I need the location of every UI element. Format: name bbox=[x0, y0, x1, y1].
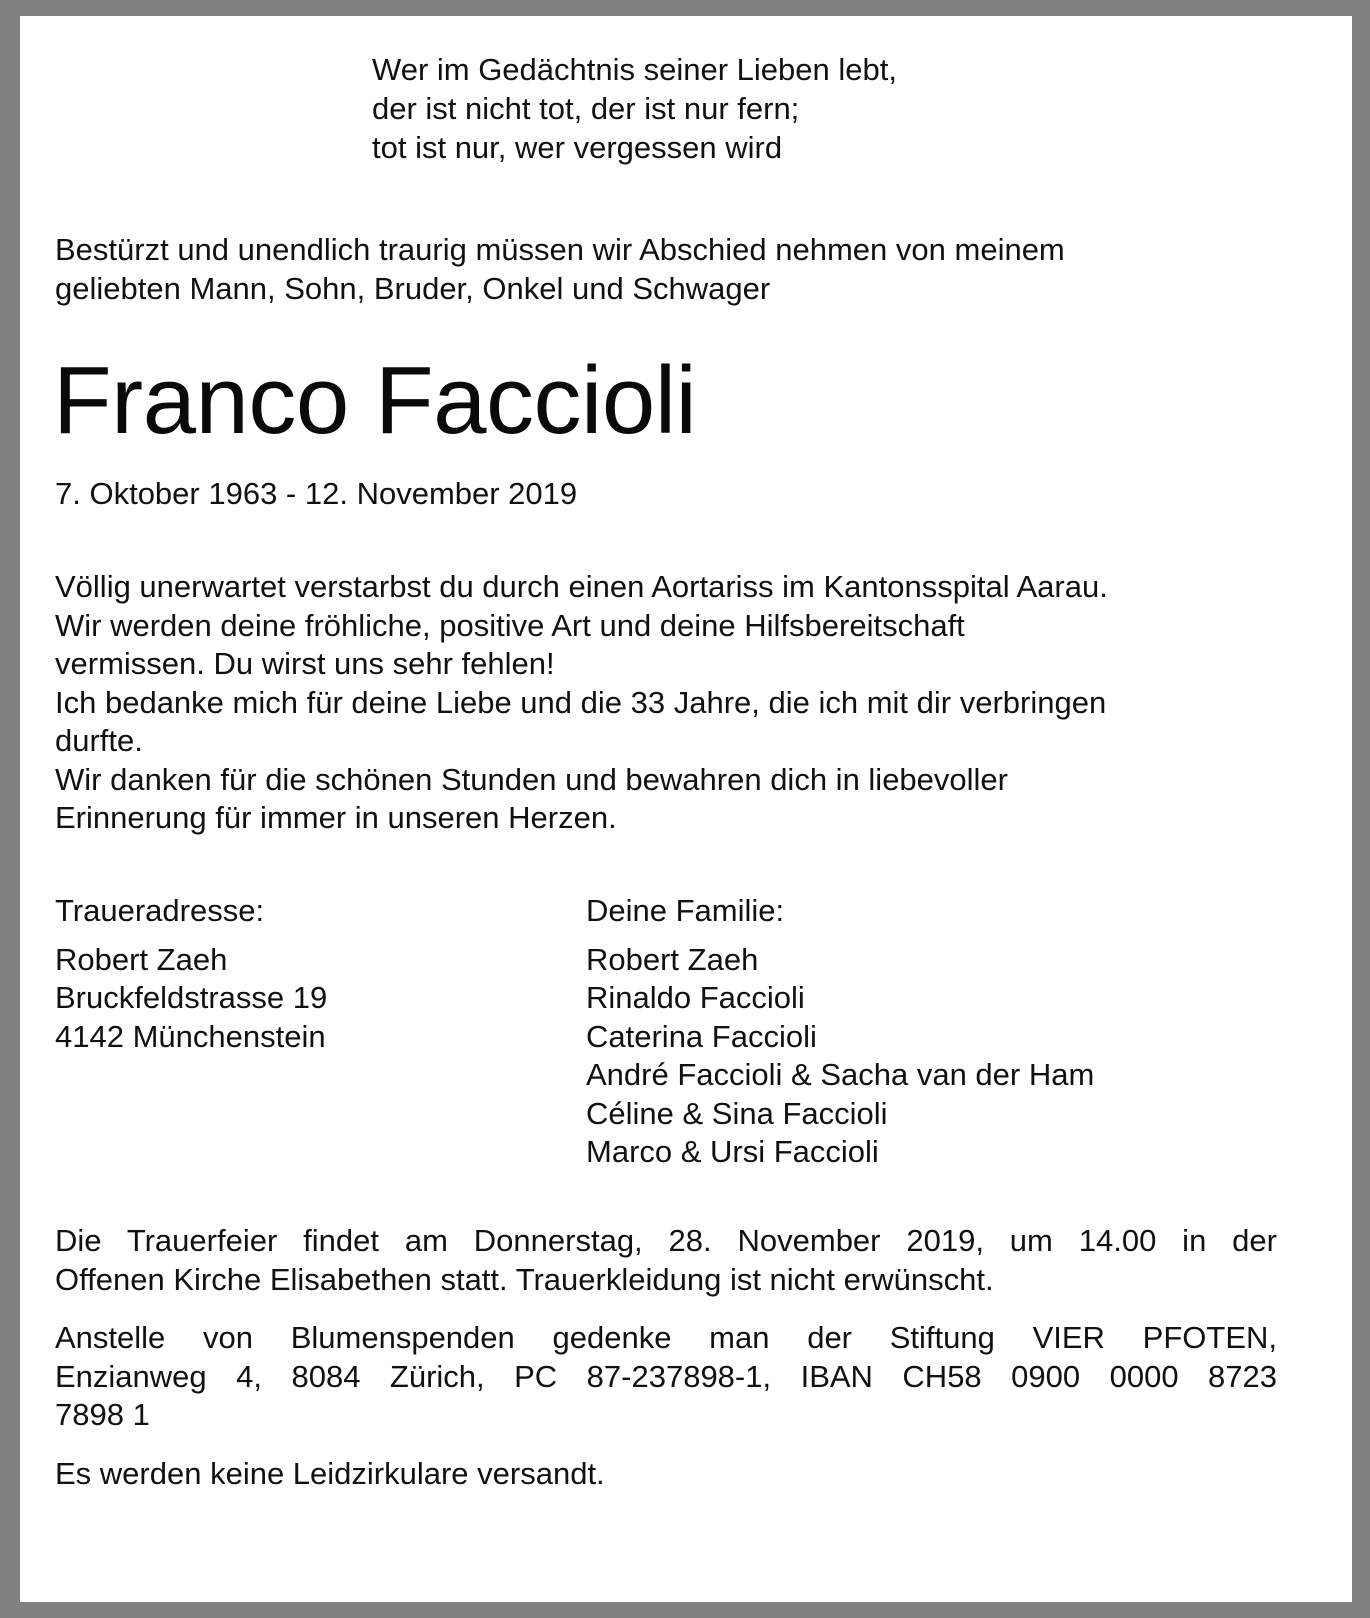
memorial-quote bbox=[372, 50, 897, 167]
family-list bbox=[586, 941, 1094, 1172]
life-dates: 7. Oktober 1963 - 12. November 2019 bbox=[55, 476, 578, 511]
family-member: Céline & Sina Faccioli bbox=[586, 1095, 888, 1131]
donation-line: Anstelle von Blumenspenden gedenke man der Stiftung VIER PFOTEN, bbox=[55, 1320, 1277, 1355]
message-line: Völlig unerwartet verstarbst du durch einen Aortariss im Kantonsspital Aarau. bbox=[55, 569, 1108, 604]
address-heading: Traueradresse: bbox=[55, 893, 265, 928]
message-line: vermissen. Du wirst uns sehr fehlen! bbox=[55, 646, 555, 681]
quote-line: tot ist nur, wer vergessen wird bbox=[372, 130, 783, 165]
intro-line: geliebten Mann, Sohn, Bruder, Onkel und Schwager bbox=[55, 271, 771, 306]
ceremony-line: Offenen Kirche Elisabethen statt. Trauerkleidung ist nicht erwünscht. bbox=[55, 1261, 994, 1297]
address-line: Bruckfeldstrasse 19 bbox=[55, 980, 328, 1015]
donation-info bbox=[55, 1319, 1277, 1435]
family-block bbox=[586, 892, 1094, 1172]
obituary-page bbox=[20, 16, 1352, 1602]
address-lines bbox=[55, 941, 327, 1057]
quote-line: Wer im Gedächtnis seiner Lieben lebt, bbox=[372, 52, 897, 87]
message-line: Erinnerung für immer in unseren Herzen. bbox=[55, 800, 617, 835]
deceased-name: Franco Faccioli bbox=[53, 347, 697, 454]
funeral-service-info bbox=[55, 1222, 1277, 1299]
mourning-address bbox=[55, 892, 327, 1056]
message-line: Wir danken für die schönen Stunden und bewahren dich in liebevoller bbox=[55, 761, 1008, 797]
closing-note: Es werden keine Leidzirkulare versandt. bbox=[55, 1456, 605, 1491]
family-member: Robert Zaeh bbox=[586, 941, 759, 977]
ceremony-line: Die Trauerfeier findet am Donnerstag, 28. November 2019, um 14.00 in der bbox=[55, 1223, 1277, 1258]
message-line: Ich bedanke mich für deine Liebe und die 33 Jahre, die ich mit dir verbringen bbox=[55, 684, 1107, 720]
donation-line: 7898 1 bbox=[55, 1397, 150, 1432]
message-line: Wir werden deine fröhliche, positive Art und deine Hilfsbereitschaft bbox=[55, 607, 965, 643]
family-member: Marco & Ursi Faccioli bbox=[586, 1134, 879, 1169]
address-line: 4142 Münchenstein bbox=[55, 1018, 326, 1054]
family-member: Caterina Faccioli bbox=[586, 1018, 817, 1054]
quote-line: der ist nicht tot, der ist nur fern; bbox=[372, 91, 800, 126]
donation-line: Enzianweg 4, 8084 Zürich, PC 87-237898-1, IBAN CH58 0900 0000 8723 bbox=[55, 1358, 1277, 1394]
family-member: André Faccioli & Sacha van der Ham bbox=[586, 1057, 1095, 1092]
address-line: Robert Zaeh bbox=[55, 941, 228, 977]
family-heading: Deine Familie: bbox=[586, 893, 785, 928]
farewell-message bbox=[55, 568, 1108, 838]
message-line: durfte. bbox=[55, 723, 143, 758]
family-member: Rinaldo Faccioli bbox=[586, 980, 805, 1015]
announcement-intro bbox=[55, 230, 1065, 308]
intro-line: Bestürzt und unendlich traurig müssen wir Abschied nehmen von meinem bbox=[55, 232, 1065, 267]
